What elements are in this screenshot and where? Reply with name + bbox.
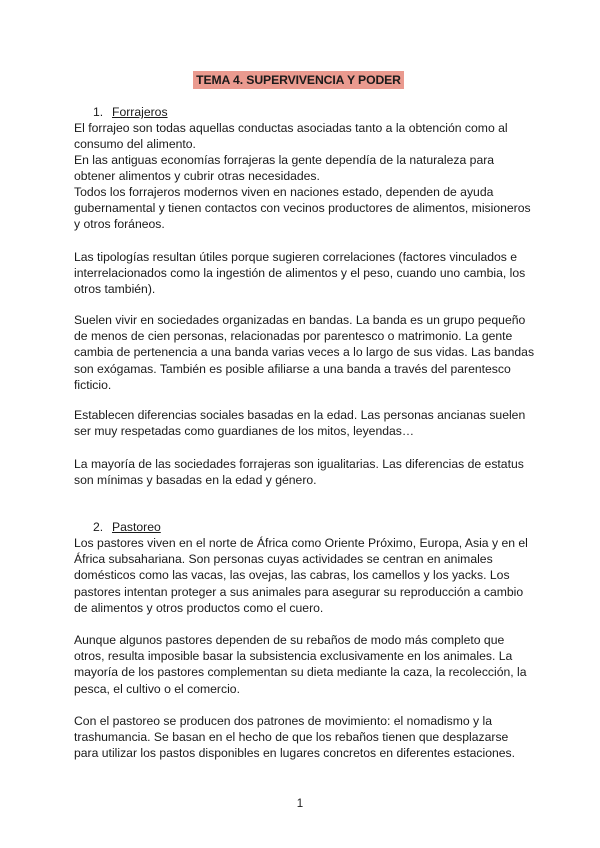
- paragraph: Aunque algunos pastores dependen de su rebaños de modo más completo que otros, resulta imposible basar la subsistencia exclusivamente en los animales. La mayoría de los pastores complementan su dieta mediante la caza, la recolección, la pesca, el cultivo o el comercio.: [74, 633, 527, 696]
- paragraph: La mayoría de las sociedades forrajeras son igualitarias. Las diferencias de estatus son mínimas y basadas en la edad y género.: [74, 457, 524, 488]
- paragraph: En las antiguas economías forrajeras la gente dependía de la naturaleza para obtener alimentos y cubrir otras necesidades.: [74, 153, 495, 184]
- paragraph: Con el pastoreo se producen dos patrones de movimiento: el nomadismo y la trashumancia. Se basan en el hecho de que los rebaños tienen que desplazarse para utilizar los pastos disponibles en lugares concretos en diferentes estaciones.: [74, 714, 516, 761]
- paragraph: El forrajeo son todas aquellas conductas asociadas tanto a la obtención como al consumo del alimento.: [74, 121, 508, 152]
- section-heading-label: Pastoreo: [112, 520, 161, 534]
- paragraph: Las tipologías resultan útiles porque sugieren correlaciones (factores vinculados e interrelacionados como la ingestión de alimentos y el peso, cuando uno cambia, los otros también).: [74, 250, 526, 297]
- paragraph: Establecen diferencias sociales basadas en la edad. Las personas ancianas suelen ser muy respetadas como guardianes de los mitos, leyendas…: [74, 408, 526, 439]
- section-heading-pastoreo: [93, 519, 161, 535]
- section-heading-forrajeros: [93, 104, 168, 120]
- section-heading-label: Forrajeros: [112, 105, 168, 119]
- paragraph: Suelen vivir en sociedades organizadas en bandas. La banda es un grupo pequeño de menos de cien personas, relacionadas por parentesco o matrimonio. La gente cambia de pertenencia a una banda varias veces a lo largo de sus vidas. Las bandas son exógamas. También es posible afiliarse a una banda a través del parentesco ficticio.: [74, 313, 535, 392]
- document-title: TEMA 4. SUPERVIVENCIA Y PODER: [193, 71, 404, 89]
- section-number: 2.: [93, 520, 104, 534]
- paragraph: Todos los forrajeros modernos viven en naciones estado, dependen de ayuda gubernamental y tienen contactos con vecinos productores de alimentos, misioneros y otros foráneos.: [74, 185, 531, 232]
- section-number: 1.: [93, 105, 104, 119]
- page-number: 1: [296, 798, 304, 810]
- paragraph: Los pastores viven en el norte de África como Oriente Próximo, Europa, Asia y en el África subsahariana. Son personas cuyas actividades se centran en animales domésticos como las vacas, las ovejas, las cabras, los camellos y los yacks. Los pastores intentan proteger a sus animales para asegurar su reproducción a cambio de alimentos y otros productos como el cuero.: [74, 536, 528, 615]
